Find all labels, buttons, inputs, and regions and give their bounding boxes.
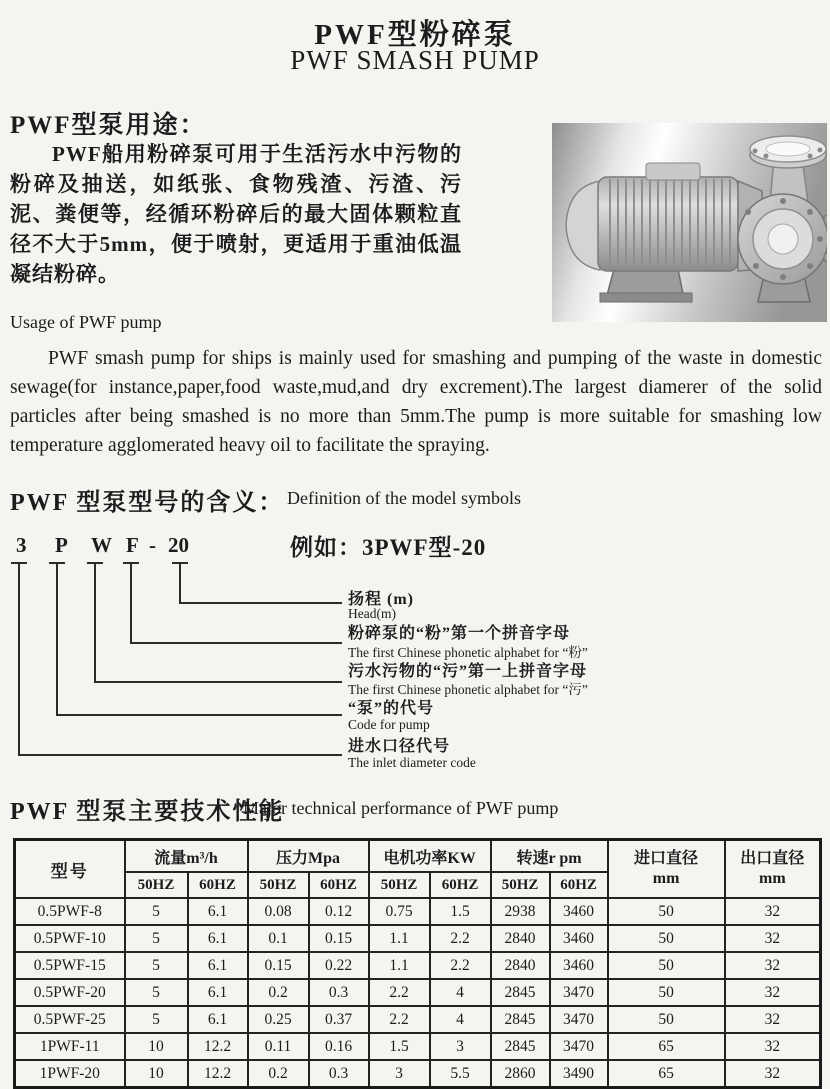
diagram-label-en: The inlet diameter code (348, 755, 476, 770)
value-cell: 10 (125, 1060, 188, 1088)
connector-line (87, 563, 342, 682)
model-code-char: P (55, 533, 68, 557)
model-code-char: - (149, 533, 156, 557)
value-cell: 6.1 (188, 898, 248, 925)
connector-line (49, 563, 342, 715)
value-cell: 12.2 (188, 1033, 248, 1060)
model-cell: 1PWF-11 (15, 1033, 125, 1060)
value-cell: 32 (725, 979, 821, 1006)
col-header-inlet-line2: mm (652, 870, 680, 887)
diagram-label-cn: 粉碎泵的“粉”第一个拼音字母 (348, 625, 571, 642)
value-cell: 32 (725, 1060, 821, 1088)
col-header-inlet-line1: 进口直径 (634, 850, 699, 867)
value-cell: 32 (725, 1006, 821, 1033)
value-cell: 0.1 (248, 925, 309, 952)
value-cell: 6.1 (188, 1006, 248, 1033)
value-cell: 2845 (491, 979, 550, 1006)
usage-heading-en: Usage of PWF pump (10, 312, 162, 332)
model-code-char: 20 (168, 533, 189, 557)
model-code-char: F (126, 533, 139, 557)
col-header-outlet-line2: mm (758, 870, 786, 887)
subheader-60hz: 60HZ (188, 872, 248, 898)
value-cell: 50 (608, 925, 725, 952)
value-cell: 0.15 (248, 952, 309, 979)
value-cell: 2.2 (430, 952, 491, 979)
value-cell: 3490 (550, 1060, 608, 1088)
value-cell: 0.75 (369, 898, 430, 925)
value-cell: 2.2 (369, 979, 430, 1006)
col-header-flow: 流量m³/h (125, 840, 248, 873)
subheader-50hz: 50HZ (369, 872, 430, 898)
value-cell: 50 (608, 898, 725, 925)
subheader-60hz: 60HZ (430, 872, 491, 898)
col-header-speed: 转速r pm (491, 840, 608, 873)
value-cell: 0.11 (248, 1033, 309, 1060)
value-cell: 65 (608, 1060, 725, 1088)
value-cell: 5 (125, 925, 188, 952)
model-heading-en: Definition of the model symbols (287, 488, 521, 508)
value-cell: 32 (725, 925, 821, 952)
value-cell: 3460 (550, 898, 608, 925)
value-cell: 3 (430, 1033, 491, 1060)
value-cell: 32 (725, 1033, 821, 1060)
col-header-outlet-line1: 出口直径 (740, 850, 805, 867)
value-cell: 50 (608, 1006, 725, 1033)
model-cell: 0.5PWF-10 (15, 925, 125, 952)
value-cell: 0.12 (309, 898, 369, 925)
value-cell: 12.2 (188, 1060, 248, 1088)
value-cell: 1.1 (369, 925, 430, 952)
table-row (15, 925, 821, 952)
pump-photo (552, 123, 827, 322)
model-code-char: 3 (16, 533, 27, 557)
model-cell: 0.5PWF-15 (15, 952, 125, 979)
model-example: 例如：3PWF型-20 (290, 535, 487, 560)
table-row (15, 952, 821, 979)
table-row (15, 979, 821, 1006)
table-row (15, 1006, 821, 1033)
subheader-60hz: 60HZ (309, 872, 369, 898)
model-cell: 0.5PWF-25 (15, 1006, 125, 1033)
value-cell: 6.1 (188, 952, 248, 979)
diagram-label-en: The first Chinese phonetic alphabet for “污” (348, 682, 588, 697)
table-row (15, 1060, 821, 1088)
value-cell: 2.2 (430, 925, 491, 952)
value-cell: 0.15 (309, 925, 369, 952)
value-cell: 3 (369, 1060, 430, 1088)
value-cell: 2840 (491, 925, 550, 952)
connector-line (172, 563, 342, 603)
usage-paragraph-cn: PWF船用粉碎泵可用于生活污水中污物的粉碎及抽送，如纸张、食物残渣、污渣、污泥、粪便等，经循环粉碎后的最大固体颗粒直径不大于5mm，便于喷射，更适用于重油低温凝结粉碎。 (10, 142, 462, 286)
model-code-char: W (91, 533, 112, 557)
value-cell: 2860 (491, 1060, 550, 1088)
performance-table-body (15, 898, 821, 1088)
model-heading-cn: PWF 型泵型号的含义： (10, 490, 285, 516)
value-cell: 1.1 (369, 952, 430, 979)
col-header-pressure: 压力Mpa (248, 840, 369, 873)
value-cell: 0.3 (309, 979, 369, 1006)
col-header-power: 电机功率KW (369, 840, 491, 873)
value-cell: 2845 (491, 1006, 550, 1033)
value-cell: 0.08 (248, 898, 309, 925)
model-cell: 0.5PWF-20 (15, 979, 125, 1006)
pump-illustration (552, 123, 827, 322)
value-cell: 4 (430, 1006, 491, 1033)
model-cell: 1PWF-20 (15, 1060, 125, 1088)
value-cell: 3460 (550, 952, 608, 979)
subheader-60hz: 60HZ (550, 872, 608, 898)
value-cell: 0.22 (309, 952, 369, 979)
value-cell: 50 (608, 952, 725, 979)
diagram-label-cn: 扬程 (m) (348, 591, 414, 608)
col-header-outlet (725, 840, 821, 899)
value-cell: 2938 (491, 898, 550, 925)
diagram-label-cn: 污水污物的“污”第一上拼音字母 (348, 663, 588, 680)
value-cell: 5 (125, 979, 188, 1006)
value-cell: 32 (725, 898, 821, 925)
page-title-en: PWF SMASH PUMP (290, 45, 540, 75)
performance-table (13, 838, 822, 1089)
value-cell: 10 (125, 1033, 188, 1060)
diagram-label-en: Code for pump (348, 717, 430, 732)
usage-paragraph-en: PWF smash pump for ships is mainly used for smashing and pumping of the waste in domestic sewage(for instance,paper,food waste,mud,and dry excrement).The largest diamerer of the solid particles after being smashed is no more than 5mm.The pump is more suitable for smashing low temperature agglomerated heavy oil to facilitate the spraying. (10, 348, 822, 456)
diagram-label-cn: 进水口径代号 (348, 738, 451, 755)
value-cell: 5.5 (430, 1060, 491, 1088)
subheader-50hz: 50HZ (491, 872, 550, 898)
value-cell: 32 (725, 952, 821, 979)
value-cell: 6.1 (188, 925, 248, 952)
value-cell: 0.16 (309, 1033, 369, 1060)
page-title-cn: PWF型粉碎泵 (314, 19, 516, 51)
value-cell: 0.2 (248, 979, 309, 1006)
value-cell: 2845 (491, 1033, 550, 1060)
model-cell: 0.5PWF-8 (15, 898, 125, 925)
value-cell: 6.1 (188, 979, 248, 1006)
value-cell: 3470 (550, 1033, 608, 1060)
value-cell: 0.2 (248, 1060, 309, 1088)
col-header-model: 型号 (15, 840, 125, 899)
value-cell: 50 (608, 979, 725, 1006)
value-cell: 2840 (491, 952, 550, 979)
value-cell: 1.5 (430, 898, 491, 925)
value-cell: 5 (125, 952, 188, 979)
connector-line (11, 563, 342, 755)
value-cell: 5 (125, 898, 188, 925)
subheader-50hz: 50HZ (248, 872, 309, 898)
value-cell: 0.25 (248, 1006, 309, 1033)
performance-heading-cn: PWF 型泵主要技术性能 (10, 799, 285, 825)
value-cell: 4 (430, 979, 491, 1006)
value-cell: 65 (608, 1033, 725, 1060)
value-cell: 3460 (550, 925, 608, 952)
diagram-label-en: Head(m) (348, 606, 396, 621)
value-cell: 3470 (550, 979, 608, 1006)
value-cell: 1.5 (369, 1033, 430, 1060)
table-row (15, 1033, 821, 1060)
col-header-inlet (608, 840, 725, 899)
table-row (15, 898, 821, 925)
subheader-50hz: 50HZ (125, 872, 188, 898)
value-cell: 0.37 (309, 1006, 369, 1033)
value-cell: 3470 (550, 1006, 608, 1033)
value-cell: 5 (125, 1006, 188, 1033)
usage-heading-cn: PWF型泵用途： (10, 112, 207, 139)
diagram-label-cn: “泵”的代号 (348, 700, 435, 717)
performance-heading-en: Major technical performance of PWF pump (243, 798, 559, 818)
diagram-label-en: The first Chinese phonetic alphabet for “粉” (348, 645, 588, 660)
value-cell: 2.2 (369, 1006, 430, 1033)
value-cell: 0.3 (309, 1060, 369, 1088)
